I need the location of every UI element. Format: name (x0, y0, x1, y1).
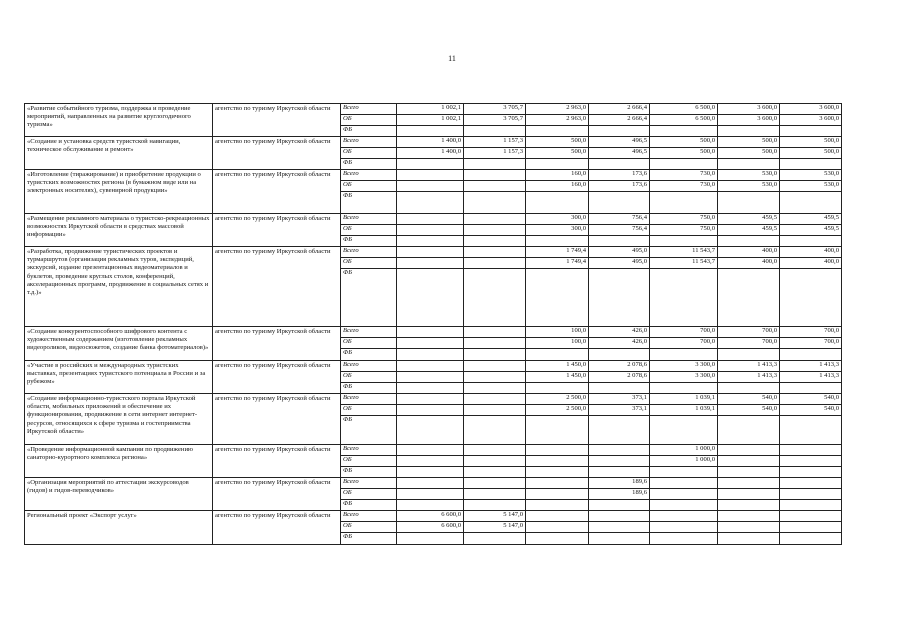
amount-cell: 1 039,1 (650, 394, 718, 405)
amount-cell (589, 192, 650, 214)
amount-cell: 3 705,7 (464, 104, 526, 115)
amount-cell: 500,0 (780, 137, 842, 148)
funding-source-cell: ФБ (341, 126, 397, 137)
amount-cell (526, 500, 589, 511)
amount-cell: 730,0 (650, 181, 718, 192)
amount-cell (397, 394, 464, 405)
amount-cell (464, 394, 526, 405)
amount-cell (589, 349, 650, 361)
funding-source-cell: Всего (341, 327, 397, 338)
amount-cell: 1 000,0 (650, 445, 718, 456)
executor-cell: агентство по туризму Иркутской области (213, 445, 341, 478)
funding-source-cell: Всего (341, 247, 397, 258)
amount-cell (589, 126, 650, 137)
executor-cell: агентство по туризму Иркутской области (213, 214, 341, 247)
amount-cell (464, 225, 526, 236)
funding-source-cell: ОБ (341, 148, 397, 159)
amount-cell: 2 500,0 (526, 394, 589, 405)
amount-cell: 530,0 (718, 181, 780, 192)
amount-cell (464, 236, 526, 247)
amount-cell: 500,0 (650, 148, 718, 159)
amount-cell: 189,6 (589, 478, 650, 489)
amount-cell (526, 489, 589, 500)
amount-cell: 160,0 (526, 170, 589, 181)
amount-cell (650, 236, 718, 247)
amount-cell (464, 126, 526, 137)
amount-cell (397, 500, 464, 511)
amount-cell (464, 489, 526, 500)
executor-cell: агентство по туризму Иркутской области (213, 478, 341, 511)
amount-cell: 400,0 (718, 247, 780, 258)
amount-cell (464, 327, 526, 338)
program-name-cell: «Создание конкурентоспособного шифрового контента с художественным содержанием (изготовление рекламных видеороликов, видеосюжетов, создание банка фотоматериалов)» (25, 327, 213, 361)
amount-cell (780, 478, 842, 489)
amount-cell: 500,0 (526, 137, 589, 148)
program-name-cell: «Проведение информационной кампании по продвижению санаторно-курортного комплекса региона» (25, 445, 213, 478)
amount-cell (780, 522, 842, 533)
executor-cell: агентство по туризму Иркутской области (213, 327, 341, 361)
amount-cell (780, 159, 842, 170)
amount-cell: 1 749,4 (526, 258, 589, 269)
amount-cell: 400,0 (780, 247, 842, 258)
amount-cell (464, 500, 526, 511)
amount-cell (397, 225, 464, 236)
amount-cell: 500,0 (780, 148, 842, 159)
amount-cell (397, 247, 464, 258)
amount-cell: 459,5 (718, 225, 780, 236)
amount-cell: 2 963,0 (526, 115, 589, 126)
amount-cell: 426,0 (589, 338, 650, 349)
table-row (25, 445, 842, 456)
funding-source-cell: Всего (341, 137, 397, 148)
amount-cell (397, 478, 464, 489)
page-number: 11 (448, 54, 456, 63)
table-row (25, 511, 842, 522)
amount-cell: 426,0 (589, 327, 650, 338)
amount-cell: 3 600,0 (780, 115, 842, 126)
amount-cell: 459,5 (718, 214, 780, 225)
amount-cell (718, 522, 780, 533)
amount-cell (397, 126, 464, 137)
amount-cell: 500,0 (718, 137, 780, 148)
amount-cell (589, 269, 650, 327)
amount-cell: 1 400,0 (397, 137, 464, 148)
table-row (25, 361, 842, 372)
amount-cell (397, 533, 464, 545)
funding-source-cell: ФБ (341, 416, 397, 445)
amount-cell (718, 456, 780, 467)
amount-cell (650, 489, 718, 500)
amount-cell (650, 159, 718, 170)
amount-cell: 700,0 (780, 338, 842, 349)
amount-cell (718, 511, 780, 522)
amount-cell (718, 159, 780, 170)
amount-cell (397, 456, 464, 467)
table-row (25, 327, 842, 338)
amount-cell: 540,0 (718, 405, 780, 416)
amount-cell (718, 192, 780, 214)
amount-cell: 3 300,0 (650, 372, 718, 383)
table-row (25, 214, 842, 225)
amount-cell: 530,0 (718, 170, 780, 181)
amount-cell (397, 349, 464, 361)
amount-cell: 1 749,4 (526, 247, 589, 258)
funding-source-cell: ОБ (341, 115, 397, 126)
funding-source-cell: ФБ (341, 192, 397, 214)
funding-source-cell: ОБ (341, 372, 397, 383)
amount-cell (464, 445, 526, 456)
amount-cell (397, 236, 464, 247)
amount-cell (464, 405, 526, 416)
amount-cell (718, 500, 780, 511)
amount-cell: 750,0 (650, 225, 718, 236)
amount-cell (589, 456, 650, 467)
amount-cell: 540,0 (780, 405, 842, 416)
amount-cell (464, 170, 526, 181)
amount-cell (589, 467, 650, 478)
amount-cell: 1 450,0 (526, 361, 589, 372)
amount-cell: 459,5 (780, 214, 842, 225)
funding-source-cell: ОБ (341, 181, 397, 192)
amount-cell (526, 467, 589, 478)
amount-cell: 11 543,7 (650, 258, 718, 269)
program-name-cell: «Размещение рекламного материала о туристско-рекреационных возможностях Иркутской области в средствах массовой информации» (25, 214, 213, 247)
amount-cell: 5 147,0 (464, 522, 526, 533)
amount-cell (780, 511, 842, 522)
amount-cell (397, 181, 464, 192)
amount-cell (780, 126, 842, 137)
amount-cell: 100,0 (526, 327, 589, 338)
funding-source-cell: ФБ (341, 269, 397, 327)
amount-cell (718, 467, 780, 478)
amount-cell (589, 511, 650, 522)
amount-cell (589, 522, 650, 533)
amount-cell (397, 338, 464, 349)
amount-cell: 3 600,0 (780, 104, 842, 115)
amount-cell (526, 349, 589, 361)
amount-cell (718, 269, 780, 327)
funding-source-cell: Всего (341, 478, 397, 489)
amount-cell (464, 372, 526, 383)
amount-cell: 400,0 (780, 258, 842, 269)
amount-cell (464, 361, 526, 372)
amount-cell (650, 126, 718, 137)
amount-cell (780, 533, 842, 545)
amount-cell (526, 533, 589, 545)
amount-cell: 2 500,0 (526, 405, 589, 416)
amount-cell (780, 269, 842, 327)
amount-cell (780, 349, 842, 361)
amount-cell: 3 705,7 (464, 115, 526, 126)
amount-cell: 3 300,0 (650, 361, 718, 372)
amount-cell: 1 400,0 (397, 148, 464, 159)
funding-source-cell: Всего (341, 214, 397, 225)
amount-cell (464, 247, 526, 258)
amount-cell: 6 500,0 (650, 115, 718, 126)
funding-source-cell: Всего (341, 170, 397, 181)
amount-cell: 540,0 (780, 394, 842, 405)
amount-cell: 496,5 (589, 148, 650, 159)
amount-cell: 2 078,6 (589, 372, 650, 383)
amount-cell (780, 236, 842, 247)
amount-cell (397, 489, 464, 500)
amount-cell (397, 214, 464, 225)
amount-cell (397, 416, 464, 445)
amount-cell: 530,0 (780, 170, 842, 181)
funding-source-cell: Всего (341, 511, 397, 522)
amount-cell: 189,6 (589, 489, 650, 500)
table-row (25, 478, 842, 489)
amount-cell (526, 383, 589, 394)
amount-cell (397, 170, 464, 181)
table-row (25, 170, 842, 181)
amount-cell (780, 192, 842, 214)
executor-cell: агентство по туризму Иркутской области (213, 170, 341, 214)
amount-cell (464, 467, 526, 478)
amount-cell: 6 500,0 (650, 104, 718, 115)
amount-cell (589, 383, 650, 394)
amount-cell: 500,0 (650, 137, 718, 148)
funding-source-cell: ФБ (341, 467, 397, 478)
amount-cell: 730,0 (650, 170, 718, 181)
program-name-cell: Региональный проект «Экспорт услуг» (25, 511, 213, 545)
amount-cell (526, 236, 589, 247)
program-name-cell: «Развитие событийного туризма, поддержка и проведение мероприятий, направленных на развитие круглогодичного туризма» (25, 104, 213, 137)
funding-source-cell: ОБ (341, 405, 397, 416)
executor-cell: агентство по туризму Иркутской области (213, 104, 341, 137)
amount-cell (397, 372, 464, 383)
amount-cell (718, 533, 780, 545)
amount-cell (397, 159, 464, 170)
amount-cell (397, 192, 464, 214)
amount-cell (650, 511, 718, 522)
amount-cell: 496,5 (589, 137, 650, 148)
amount-cell (464, 338, 526, 349)
table-row (25, 394, 842, 405)
amount-cell (718, 489, 780, 500)
amount-cell: 1 157,3 (464, 137, 526, 148)
amount-cell (589, 500, 650, 511)
executor-cell: агентство по туризму Иркутской области (213, 511, 341, 545)
executor-cell: агентство по туризму Иркутской области (213, 247, 341, 327)
amount-cell: 373,1 (589, 405, 650, 416)
amount-cell: 500,0 (718, 148, 780, 159)
amount-cell: 1 413,3 (780, 372, 842, 383)
amount-cell (464, 159, 526, 170)
funding-source-cell: ФБ (341, 500, 397, 511)
amount-cell: 1 002,1 (397, 104, 464, 115)
funding-source-cell: Всего (341, 445, 397, 456)
amount-cell (780, 489, 842, 500)
funding-source-cell: ОБ (341, 522, 397, 533)
amount-cell (650, 500, 718, 511)
amount-cell: 1 413,3 (718, 372, 780, 383)
amount-cell (526, 159, 589, 170)
amount-cell: 495,0 (589, 258, 650, 269)
amount-cell: 700,0 (650, 338, 718, 349)
amount-cell (526, 478, 589, 489)
amount-cell (397, 269, 464, 327)
amount-cell: 300,0 (526, 225, 589, 236)
amount-cell: 6 600,0 (397, 511, 464, 522)
amount-cell: 300,0 (526, 214, 589, 225)
amount-cell: 373,1 (589, 394, 650, 405)
amount-cell (650, 467, 718, 478)
amount-cell: 2 666,4 (589, 104, 650, 115)
funding-source-cell: ОБ (341, 258, 397, 269)
amount-cell: 173,6 (589, 170, 650, 181)
amount-cell: 1 450,0 (526, 372, 589, 383)
amount-cell (464, 349, 526, 361)
amount-cell: 700,0 (718, 338, 780, 349)
amount-cell (780, 456, 842, 467)
program-name-cell: «Создание информационно-туристского портала Иркутской области, мобильных приложений и обеспечение их функционирования, продвижение в сети интернет интернет-ресурсов, относящихся к сфере туризма и гостеприимства Иркутской области» (25, 394, 213, 445)
amount-cell (650, 269, 718, 327)
amount-cell (464, 192, 526, 214)
amount-cell (780, 500, 842, 511)
funding-source-cell: Всего (341, 104, 397, 115)
amount-cell: 5 147,0 (464, 511, 526, 522)
executor-cell: агентство по туризму Иркутской области (213, 394, 341, 445)
amount-cell (718, 236, 780, 247)
amount-cell (397, 405, 464, 416)
amount-cell (464, 416, 526, 445)
amount-cell: 3 600,0 (718, 115, 780, 126)
amount-cell (526, 522, 589, 533)
amount-cell: 3 600,0 (718, 104, 780, 115)
amount-cell (464, 456, 526, 467)
amount-cell (526, 126, 589, 137)
table-row (25, 247, 842, 258)
amount-cell: 530,0 (780, 181, 842, 192)
amount-cell: 1 157,3 (464, 148, 526, 159)
amount-cell: 756,4 (589, 225, 650, 236)
amount-cell: 540,0 (718, 394, 780, 405)
amount-cell (650, 416, 718, 445)
executor-cell: агентство по туризму Иркутской области (213, 361, 341, 394)
funding-source-cell: ОБ (341, 456, 397, 467)
amount-cell (718, 383, 780, 394)
amount-cell: 1 039,1 (650, 405, 718, 416)
amount-cell (780, 383, 842, 394)
amount-cell: 2 963,0 (526, 104, 589, 115)
funding-source-cell: ОБ (341, 225, 397, 236)
amount-cell (526, 192, 589, 214)
amount-cell: 11 543,7 (650, 247, 718, 258)
funding-source-cell: ФБ (341, 383, 397, 394)
table-row (25, 137, 842, 148)
amount-cell: 459,5 (780, 225, 842, 236)
amount-cell: 160,0 (526, 181, 589, 192)
amount-cell: 1 002,1 (397, 115, 464, 126)
amount-cell (589, 159, 650, 170)
amount-cell: 2 078,6 (589, 361, 650, 372)
amount-cell (464, 533, 526, 545)
amount-cell (589, 236, 650, 247)
amount-cell (464, 383, 526, 394)
funding-source-cell: ФБ (341, 349, 397, 361)
amount-cell: 495,0 (589, 247, 650, 258)
amount-cell (397, 467, 464, 478)
amount-cell: 1 413,3 (780, 361, 842, 372)
amount-cell: 6 600,0 (397, 522, 464, 533)
amount-cell (780, 445, 842, 456)
amount-cell (526, 456, 589, 467)
program-name-cell: «Изготовление (тиражирование) и приобретение продукции о туристских возможностях региона (в бумажном виде или на электронных носителях), сувенирной продукции» (25, 170, 213, 214)
funding-source-cell: ОБ (341, 338, 397, 349)
amount-cell: 100,0 (526, 338, 589, 349)
amount-cell (718, 126, 780, 137)
program-name-cell: «Участие в российских и международных туристских выставках, презентациях туристского потенциала в России и за рубежом» (25, 361, 213, 394)
amount-cell: 1 413,3 (718, 361, 780, 372)
amount-cell (650, 533, 718, 545)
funding-source-cell: Всего (341, 361, 397, 372)
amount-cell (464, 269, 526, 327)
amount-cell (780, 416, 842, 445)
budget-table (24, 103, 842, 545)
funding-source-cell: ФБ (341, 159, 397, 170)
amount-cell: 500,0 (526, 148, 589, 159)
amount-cell (464, 478, 526, 489)
amount-cell (464, 214, 526, 225)
amount-cell: 2 666,4 (589, 115, 650, 126)
amount-cell (650, 383, 718, 394)
amount-cell: 173,6 (589, 181, 650, 192)
amount-cell: 400,0 (718, 258, 780, 269)
funding-source-cell: Всего (341, 394, 397, 405)
amount-cell (464, 181, 526, 192)
amount-cell: 756,4 (589, 214, 650, 225)
program-name-cell: «Организация мероприятий по аттестации экскурсоводов (гидов) и гидов-переводчиков» (25, 478, 213, 511)
amount-cell (397, 258, 464, 269)
program-name-cell: «Создание и установка средств туристской навигации, техническое обслуживание и ремонт» (25, 137, 213, 170)
funding-source-cell: ФБ (341, 236, 397, 247)
amount-cell (589, 445, 650, 456)
amount-cell (650, 192, 718, 214)
amount-cell (650, 522, 718, 533)
amount-cell (718, 478, 780, 489)
amount-cell (650, 349, 718, 361)
amount-cell: 700,0 (650, 327, 718, 338)
amount-cell (589, 416, 650, 445)
funding-source-cell: ФБ (341, 533, 397, 545)
amount-cell (718, 416, 780, 445)
amount-cell (718, 349, 780, 361)
amount-cell (718, 445, 780, 456)
amount-cell (526, 445, 589, 456)
amount-cell (526, 511, 589, 522)
amount-cell (397, 327, 464, 338)
program-name-cell: «Разработка, продвижение туристических проектов и турмаршрутов (организация рекламных туров, экспедиций, экскурсий, издание презентационных видеоматериалов и буклетов, проведение круглых столов, конференций, акселерационных программ, продвижение в социальных сетях и т.д.)» (25, 247, 213, 327)
amount-cell: 700,0 (780, 327, 842, 338)
amount-cell (397, 383, 464, 394)
amount-cell: 750,0 (650, 214, 718, 225)
amount-cell: 700,0 (718, 327, 780, 338)
amount-cell (589, 533, 650, 545)
amount-cell (397, 445, 464, 456)
amount-cell (650, 478, 718, 489)
amount-cell: 1 000,0 (650, 456, 718, 467)
amount-cell (780, 467, 842, 478)
executor-cell: агентство по туризму Иркутской области (213, 137, 341, 170)
amount-cell (464, 258, 526, 269)
amount-cell (526, 269, 589, 327)
table-row (25, 104, 842, 115)
amount-cell (526, 416, 589, 445)
amount-cell (397, 361, 464, 372)
funding-source-cell: ОБ (341, 489, 397, 500)
